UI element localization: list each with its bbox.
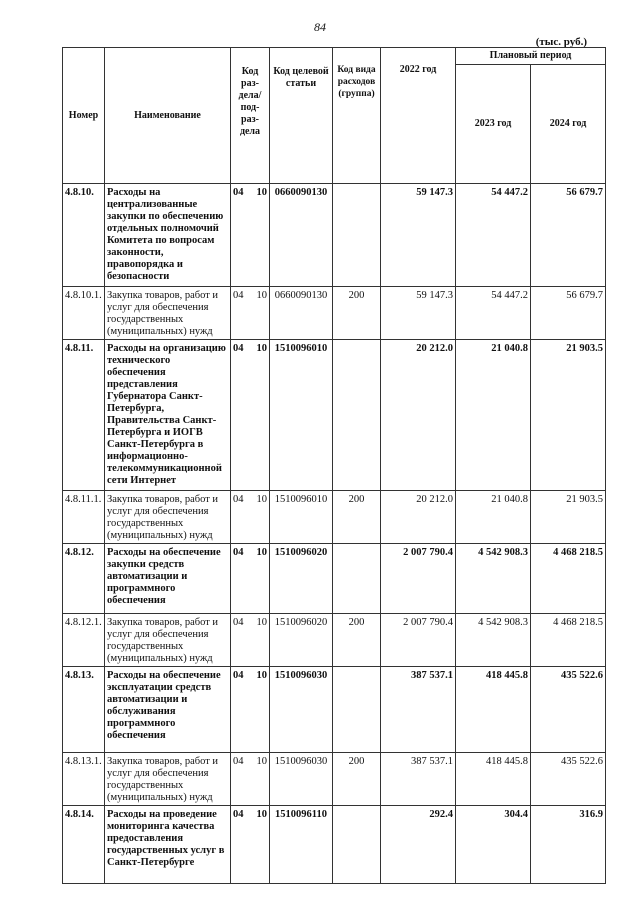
row-subsection-code: 10 bbox=[256, 547, 267, 558]
row-section bbox=[231, 491, 270, 544]
row-2024: 4 468 218.5 bbox=[531, 544, 606, 614]
row-subsection-code: 10 bbox=[256, 670, 267, 681]
header-target: Код целевой статьи bbox=[270, 48, 333, 184]
table-row bbox=[63, 340, 606, 491]
row-target: 1510096010 bbox=[270, 491, 333, 544]
row-2024: 435 522.6 bbox=[531, 753, 606, 806]
row-target: 0660090130 bbox=[270, 184, 333, 287]
row-section-code: 04 bbox=[233, 617, 244, 628]
row-name: Закупка товаров, работ и услуг для обеспечения государственных (муниципальных) нужд bbox=[105, 614, 231, 667]
row-number: 4.8.13. bbox=[63, 667, 105, 753]
row-target: 1510096010 bbox=[270, 340, 333, 491]
row-name: Расходы на централизованные закупки по обеспечению отдельных полномочий Комитета по вопросам законности, правопорядка и безопасности bbox=[105, 184, 231, 287]
row-section-code: 04 bbox=[233, 290, 244, 301]
row-number: 4.8.11. bbox=[63, 340, 105, 491]
row-number: 4.8.12.1. bbox=[63, 614, 105, 667]
row-expense-type: 200 bbox=[333, 287, 381, 340]
row-2024: 21 903.5 bbox=[531, 491, 606, 544]
row-2022: 2 007 790.4 bbox=[381, 544, 456, 614]
table-row bbox=[63, 491, 606, 544]
row-2023: 304.4 bbox=[456, 806, 531, 884]
row-number: 4.8.10.1. bbox=[63, 287, 105, 340]
row-2024: 56 679.7 bbox=[531, 184, 606, 287]
table-row bbox=[63, 544, 606, 614]
row-section-code: 04 bbox=[233, 343, 244, 354]
row-section-code: 04 bbox=[233, 670, 244, 681]
row-2022: 59 147.3 bbox=[381, 184, 456, 287]
row-subsection-code: 10 bbox=[256, 187, 267, 198]
row-target: 0660090130 bbox=[270, 287, 333, 340]
row-expense-type bbox=[333, 667, 381, 753]
row-target: 1510096030 bbox=[270, 753, 333, 806]
page-number: 84 bbox=[314, 20, 326, 34]
row-expense-type: 200 bbox=[333, 614, 381, 667]
row-2022: 387 537.1 bbox=[381, 667, 456, 753]
row-2022: 59 147.3 bbox=[381, 287, 456, 340]
row-section bbox=[231, 667, 270, 753]
row-2023: 21 040.8 bbox=[456, 340, 531, 491]
row-2024: 21 903.5 bbox=[531, 340, 606, 491]
row-2022: 387 537.1 bbox=[381, 753, 456, 806]
row-2023: 418 445.8 bbox=[456, 753, 531, 806]
row-name: Закупка товаров, работ и услуг для обеспечения государственных (муниципальных) нужд bbox=[105, 491, 231, 544]
row-2024: 435 522.6 bbox=[531, 667, 606, 753]
row-name: Расходы на организацию технического обеспечения представления Губернатора Санкт-Петербурга, Правительства Санкт-Петербурга и ИОГВ Санкт-Петербурга в информационно-телекоммуникационной сети Интернет bbox=[105, 340, 231, 491]
row-2024: 56 679.7 bbox=[531, 287, 606, 340]
row-2022: 2 007 790.4 bbox=[381, 614, 456, 667]
row-2023: 54 447.2 bbox=[456, 184, 531, 287]
table-row bbox=[63, 614, 606, 667]
table-row bbox=[63, 806, 606, 884]
row-name: Закупка товаров, работ и услуг для обеспечения государственных (муниципальных) нужд bbox=[105, 753, 231, 806]
row-target: 1510096020 bbox=[270, 614, 333, 667]
row-name: Расходы на обеспечение закупки средств автоматизации и программного обеспечения bbox=[105, 544, 231, 614]
row-subsection-code: 10 bbox=[256, 756, 267, 767]
row-number: 4.8.12. bbox=[63, 544, 105, 614]
row-name: Закупка товаров, работ и услуг для обеспечения государственных (муниципальных) нужд bbox=[105, 287, 231, 340]
row-2023: 21 040.8 bbox=[456, 491, 531, 544]
row-section bbox=[231, 544, 270, 614]
row-expense-type bbox=[333, 806, 381, 884]
row-target: 1510096030 bbox=[270, 667, 333, 753]
header-section: Код раз-дела/ под-раз-дела bbox=[231, 48, 270, 184]
row-section bbox=[231, 287, 270, 340]
row-section bbox=[231, 753, 270, 806]
row-2024: 4 468 218.5 bbox=[531, 614, 606, 667]
row-2023: 4 542 908.3 bbox=[456, 544, 531, 614]
row-section-code: 04 bbox=[233, 756, 244, 767]
row-target: 1510096110 bbox=[270, 806, 333, 884]
header-expense-type: Код вида расходов (группа) bbox=[333, 48, 381, 184]
row-number: 4.8.10. bbox=[63, 184, 105, 287]
row-2023: 4 542 908.3 bbox=[456, 614, 531, 667]
row-subsection-code: 10 bbox=[256, 617, 267, 628]
row-section-code: 04 bbox=[233, 547, 244, 558]
budget-table bbox=[62, 47, 606, 884]
row-expense-type: 200 bbox=[333, 753, 381, 806]
table-row bbox=[63, 287, 606, 340]
row-expense-type: 200 bbox=[333, 491, 381, 544]
row-2024: 316.9 bbox=[531, 806, 606, 884]
header-number: Номер bbox=[63, 48, 105, 184]
table-row bbox=[63, 753, 606, 806]
row-section bbox=[231, 806, 270, 884]
row-subsection-code: 10 bbox=[256, 494, 267, 505]
header-2024: 2024 год bbox=[531, 65, 606, 184]
row-section-code: 04 bbox=[233, 809, 244, 820]
row-name: Расходы на проведение мониторинга качества предоставления государственных услуг в Санкт-Петербурге bbox=[105, 806, 231, 884]
row-subsection-code: 10 bbox=[256, 290, 267, 301]
row-expense-type bbox=[333, 184, 381, 287]
row-2022: 20 212.0 bbox=[381, 340, 456, 491]
row-expense-type bbox=[333, 544, 381, 614]
row-expense-type bbox=[333, 340, 381, 491]
row-subsection-code: 10 bbox=[256, 809, 267, 820]
units-label: (тыс. руб.) bbox=[535, 36, 587, 48]
row-number: 4.8.14. bbox=[63, 806, 105, 884]
row-name: Расходы на обеспечение эксплуатации средств автоматизации и обслуживания программного обеспечения bbox=[105, 667, 231, 753]
header-plan-period: Плановый период bbox=[456, 48, 606, 65]
row-number: 4.8.11.1. bbox=[63, 491, 105, 544]
row-2023: 54 447.2 bbox=[456, 287, 531, 340]
header-2023: 2023 год bbox=[456, 65, 531, 184]
header-2022: 2022 год bbox=[381, 48, 456, 184]
row-2022: 20 212.0 bbox=[381, 491, 456, 544]
row-2023: 418 445.8 bbox=[456, 667, 531, 753]
table-row bbox=[63, 667, 606, 753]
header-name: Наименование bbox=[105, 48, 231, 184]
row-section bbox=[231, 184, 270, 287]
row-section bbox=[231, 340, 270, 491]
row-subsection-code: 10 bbox=[256, 343, 267, 354]
table-row bbox=[63, 184, 606, 287]
row-section-code: 04 bbox=[233, 494, 244, 505]
row-2022: 292.4 bbox=[381, 806, 456, 884]
row-target: 1510096020 bbox=[270, 544, 333, 614]
row-section bbox=[231, 614, 270, 667]
row-number: 4.8.13.1. bbox=[63, 753, 105, 806]
row-section-code: 04 bbox=[233, 187, 244, 198]
